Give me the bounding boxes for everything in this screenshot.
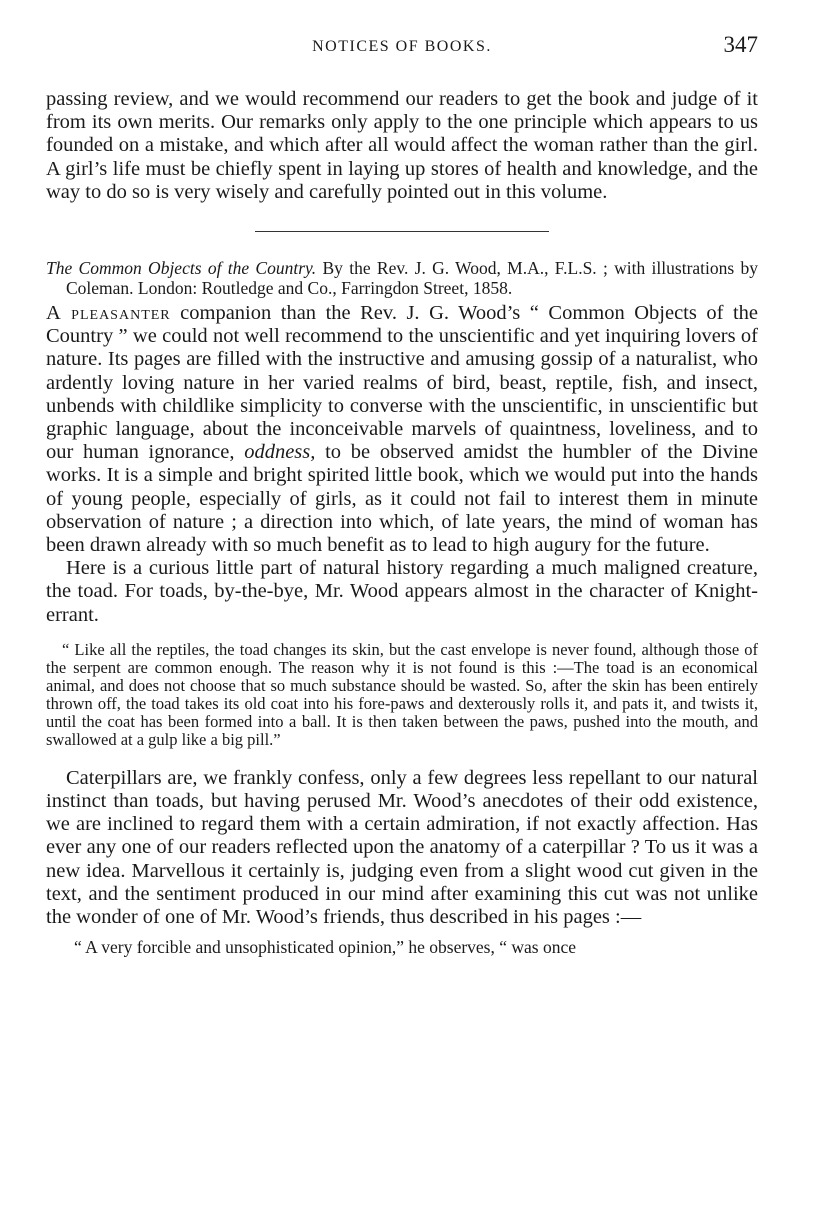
paragraph-2 bbox=[46, 302, 758, 557]
paragraph-4: Caterpillars are, we frankly confess, only a few degrees less repellant to our natural instinct than toads, but having perused Mr. Wood’s anecdotes of their odd existence, we are inclined to regard them with a certain admiration, if not exactly affection. Has ever any one of our readers reflected upon the anatomy of a caterpillar ? To us it was a new idea. Marvellous it certainly is, judging even from a slight wood cut given in the text, and the sentiment produced in our mind after examining this cut was not unlike the wonder of one of Mr. Wood’s friends, thus described in his pages :— bbox=[46, 766, 758, 929]
page-number: 347 bbox=[723, 32, 758, 57]
paragraph-2-part-1: companion than the Rev. J. G. Wood’s “ Common Objects of the Country ” we could not well recommend to the unscientific and yet inquiring lovers of nature. Its pages are filled with the instructive and amusing gossip of a naturalist, who ardently loving nature in her varied realms of bird, beast, reptile, fish, and insect, unbends with childlike simplicity to converse with the unscientific, in unscientific but graphic language, about the inconceivable marvels of quaintness, loveliness, and to our human ignorance, bbox=[46, 302, 758, 464]
paragraph-3: Here is a curious little part of natural history regarding a much maligned creature, the toad. For toads, by-the-bye, Mr. Wood appears almost in the character of Knight-errant. bbox=[46, 557, 758, 626]
quote-opinion-start: “ A very forcible and unsophisticated opinion,” he observes, “ was once bbox=[74, 937, 577, 958]
running-title: NOTICES OF BOOKS. bbox=[312, 38, 492, 55]
section-divider bbox=[255, 231, 549, 232]
paragraph-2-lead: A pleasanter bbox=[46, 302, 171, 325]
running-head bbox=[46, 30, 758, 62]
paragraph-2-part-2: to be observed amidst the humbler of the Divine works. It is a simple and bright spirited little book, which we would put into the hands of young people, especially of girls, as it could not fail to interest them in minute observation of nature ; a direction into which, of late years, the mind of woman has been drawn already with so much benefit as to lead to high augury for the future. bbox=[46, 441, 759, 557]
review-heading bbox=[46, 258, 758, 298]
book-details: By the Rev. J. G. Wood, M.A., F.L.S. ; with illustrations by Coleman. London: Routledge and Co., Farringdon Street, 1858. bbox=[66, 258, 759, 299]
paragraph-2-italic: oddness, bbox=[244, 441, 316, 464]
paragraph-1: passing review, and we would recommend our readers to get the book and judge of it from its own merits. Our remarks only apply to the one principle which appears to us founded on a mistake, and which after all would affect the woman rather than the girl. A girl’s life must be chiefly spent in laying up stores of health and knowledge, and the way to do so is very wisely and carefully pointed out in this volume. bbox=[46, 88, 758, 203]
page bbox=[46, 30, 758, 975]
quote-toad: “ Like all the reptiles, the toad changes its skin, but the cast envelope is never found, although those of the serpent are common enough. The reason why it is not found is this :—The toad is an economical animal, and does not choose that so much substance should be wasted. So, after the skin has been entirely thrown off, the toad takes its old coat into his fore-paws and dexterously rolls it, and pats it, and twists it, until the coat has been formed into a ball. It is then taken between the paws, pushed into the mouth, and swallowed at a gulp like a big pill.” bbox=[46, 639, 758, 749]
book-title: The Common Objects of the Country. bbox=[46, 258, 317, 279]
